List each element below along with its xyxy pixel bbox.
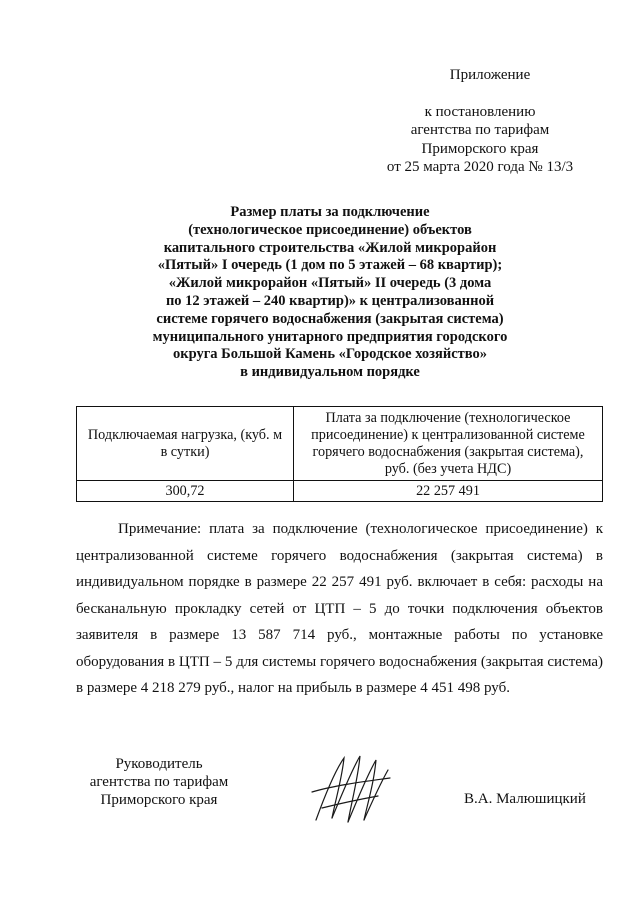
note-text: Примечание: плата за подключение (технологическое присоединение) к централизованной системе горячего водоснабжения (закрытая система) в индивидуальном порядке в размере 22 257 491 руб. включает в себя: расходы на бесканальную прокладку сетей от ЦТП – 5 до точки подключения объектов заявителя в размере 13 587 714 руб., монтажные работы по установке оборудования в ЦТП – 5 для системы горячего водоснабжения (закрытая система) в размере 4 218 279 руб., налог на прибыль в размере 4 451 498 руб. — [76, 521, 603, 696]
header-fee-cell: Плата за подключение (технологическое присоединение) к централизованной системе горячего водоснабжения (закрытая система), руб. (без учета НДС) — [294, 407, 603, 481]
title-line: «Жилой микрорайон «Пятый» II очередь (3 дома — [168, 275, 492, 292]
rates-table — [76, 406, 603, 502]
document-title — [140, 204, 520, 382]
appendix-line: Приморского края — [421, 140, 539, 157]
load-value-cell: 300,72 — [77, 481, 294, 502]
appendix-date-line: от 25 марта 2020 года № 13/3 — [386, 159, 574, 175]
title-line: муниципального унитарного предприятия городского — [152, 328, 508, 345]
title-line: (технологическое присоединение) объектов — [188, 221, 472, 238]
title-line: Размер платы за подключение — [230, 204, 430, 220]
title-line: округа Большой Камень «Городское хозяйство» — [173, 346, 487, 363]
title-line: «Пятый» I очередь (1 дом по 5 этажей – 68 квартир); — [157, 257, 503, 274]
header-load-cell: Подключаемая нагрузка, (куб. м в сутки) — [77, 407, 294, 481]
signer-title-line: Приморского края — [100, 792, 218, 808]
appendix-title: Приложение — [449, 67, 531, 83]
signer-title-line: Руководитель — [115, 756, 203, 772]
appendix-block — [380, 66, 580, 177]
signer-block — [84, 755, 234, 809]
table-row — [77, 481, 603, 502]
note-block — [76, 516, 603, 702]
title-line: капитального строительства «Жилой микрорайон — [163, 239, 497, 256]
title-line: системе горячего водоснабжения (закрытая система) — [156, 310, 504, 327]
signer-name: В.А. Малюшицкий — [464, 791, 586, 807]
appendix-line: к постановлению — [424, 103, 536, 120]
title-line: по 12 этажей – 240 квартир)» к централизованной — [165, 292, 495, 309]
fee-value-cell: 22 257 491 — [294, 481, 603, 502]
title-line: в индивидуальном порядке — [240, 364, 420, 381]
signer-title-line: агентства по тарифам — [89, 774, 229, 790]
table-header-row — [77, 407, 603, 481]
appendix-line: агентства по тарифам — [410, 122, 550, 138]
handwritten-signature — [308, 748, 396, 830]
